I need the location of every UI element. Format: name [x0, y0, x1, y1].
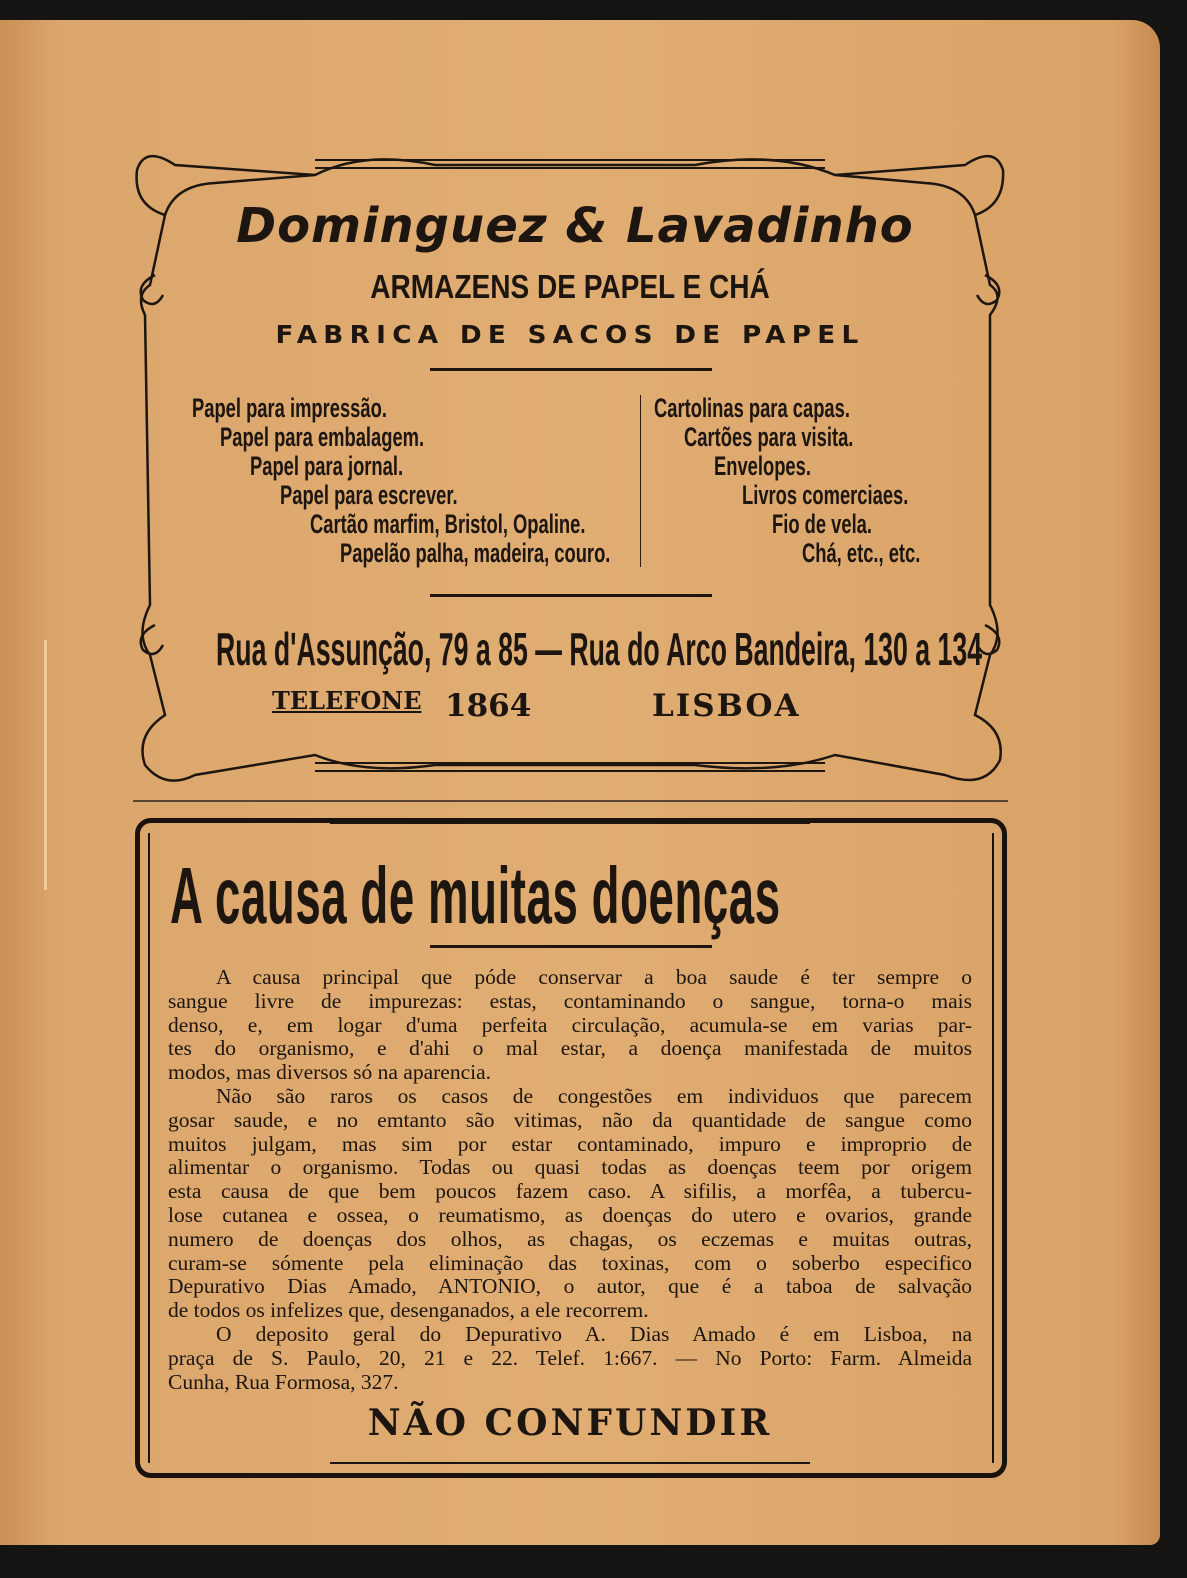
product-item: Papel para embalagem.	[220, 422, 425, 452]
divider-rule	[430, 368, 712, 371]
text-line: A causa principal que póde conservar a boa saude é ter sempre o	[216, 966, 972, 989]
binding-edge	[44, 640, 47, 890]
text-line: esta causa de que bem poucos fazem caso. A sifilis, a morfêa, a tubercu-	[168, 1180, 972, 1204]
text-line: de todos os infelizes que, desenganados, a ele recorrem.	[168, 1299, 649, 1323]
border-ornament	[330, 1462, 810, 1464]
text-line: O deposito geral do Depurativo A. Dias Amado é em Lisboa, na	[216, 1322, 972, 1346]
text-line: Depurativo Dias Amado, ANTONIO, o autor, que é a taboa de salvação	[168, 1275, 972, 1299]
product-item: Cartão marfim, Bristol, Opaline.	[310, 509, 586, 539]
text-line: tes do organismo, e d'ahi o mal estar, a doença manifestada de muitos	[168, 1037, 972, 1061]
telefone-label	[272, 686, 422, 715]
product-item: Fio de vela.	[772, 509, 873, 539]
text-line: sangue livre de impurezas: estas, contaminando o sangue, torna-o mais	[168, 989, 972, 1013]
product-item: Papel para escrever.	[280, 480, 458, 510]
product-item: Livros comerciaes.	[742, 480, 909, 510]
divider-rule	[430, 945, 712, 948]
text-line: gosar saude, e no emtanto são vitimas, não da quantidade de sangue como	[168, 1108, 972, 1132]
subtitle: ARMAZENS DE PAPEL E CHÁ	[370, 268, 770, 305]
telefone-number: 1864	[445, 688, 532, 724]
city: LISBOA	[652, 688, 801, 724]
border-ornament	[330, 822, 810, 824]
product-list-right	[654, 394, 987, 568]
product-item: Papel para jornal.	[250, 451, 404, 481]
section-separator	[133, 800, 1008, 802]
product-item: Envelopes.	[714, 451, 811, 481]
column-divider	[640, 395, 641, 567]
footer-slogan: NÃO CONFUNDIR	[367, 1402, 773, 1444]
text-line: praça de S. Paulo, 20, 21 e 22. Telef. 1:667. — No Porto: Farm. Almeida	[168, 1346, 972, 1370]
text-line: modos, mas diversos só na aparencia.	[168, 1061, 492, 1085]
text-line: lose cutanea e ossea, o reumatismo, as doenças do utero e ovarios, grande	[168, 1203, 972, 1227]
text-line: Não são raros os casos de congestões em individuos que parecem	[216, 1084, 972, 1108]
advert-body-text	[168, 966, 972, 1394]
product-item: Cartolinas para capas.	[654, 393, 850, 423]
subtitle-factory: FABRICA DE SACOS DE PAPEL	[275, 320, 865, 349]
product-item: Cartões para visita.	[684, 422, 854, 452]
product-item: Papelão palha, madeira, couro.	[340, 538, 611, 568]
text-line: curam-se sómente pela eliminação das toxinas, com o soberbo especifico	[168, 1251, 972, 1275]
text-line: Cunha, Rua Formosa, 327.	[168, 1370, 399, 1394]
text-line: alimentar o organismo. Todas ou quasi todas as doenças teem por origem	[168, 1156, 972, 1180]
text-line: numero de doenças dos olhos, as chagas, os eczemas e muitas outras,	[168, 1227, 972, 1251]
telefone-label-text: TELEFONE	[272, 686, 422, 715]
headline: A causa de muitas doenças	[170, 851, 781, 940]
product-item: Chá, etc., etc.	[802, 538, 921, 568]
divider-rule	[430, 594, 712, 597]
text-line: muitos julgam, mas sim por estar contaminado, impuro e improprio de	[168, 1132, 972, 1156]
address: Rua d'Assunção, 79 a 85 — Rua do Arco Bandeira, 130 a 134	[216, 623, 983, 675]
brand-name: Dominguez & Lavadinho	[236, 198, 914, 254]
product-item: Papel para impressão.	[192, 393, 387, 423]
text-line: denso, e, em logar d'uma perfeita circulação, acumula-se em varias par-	[168, 1013, 972, 1037]
